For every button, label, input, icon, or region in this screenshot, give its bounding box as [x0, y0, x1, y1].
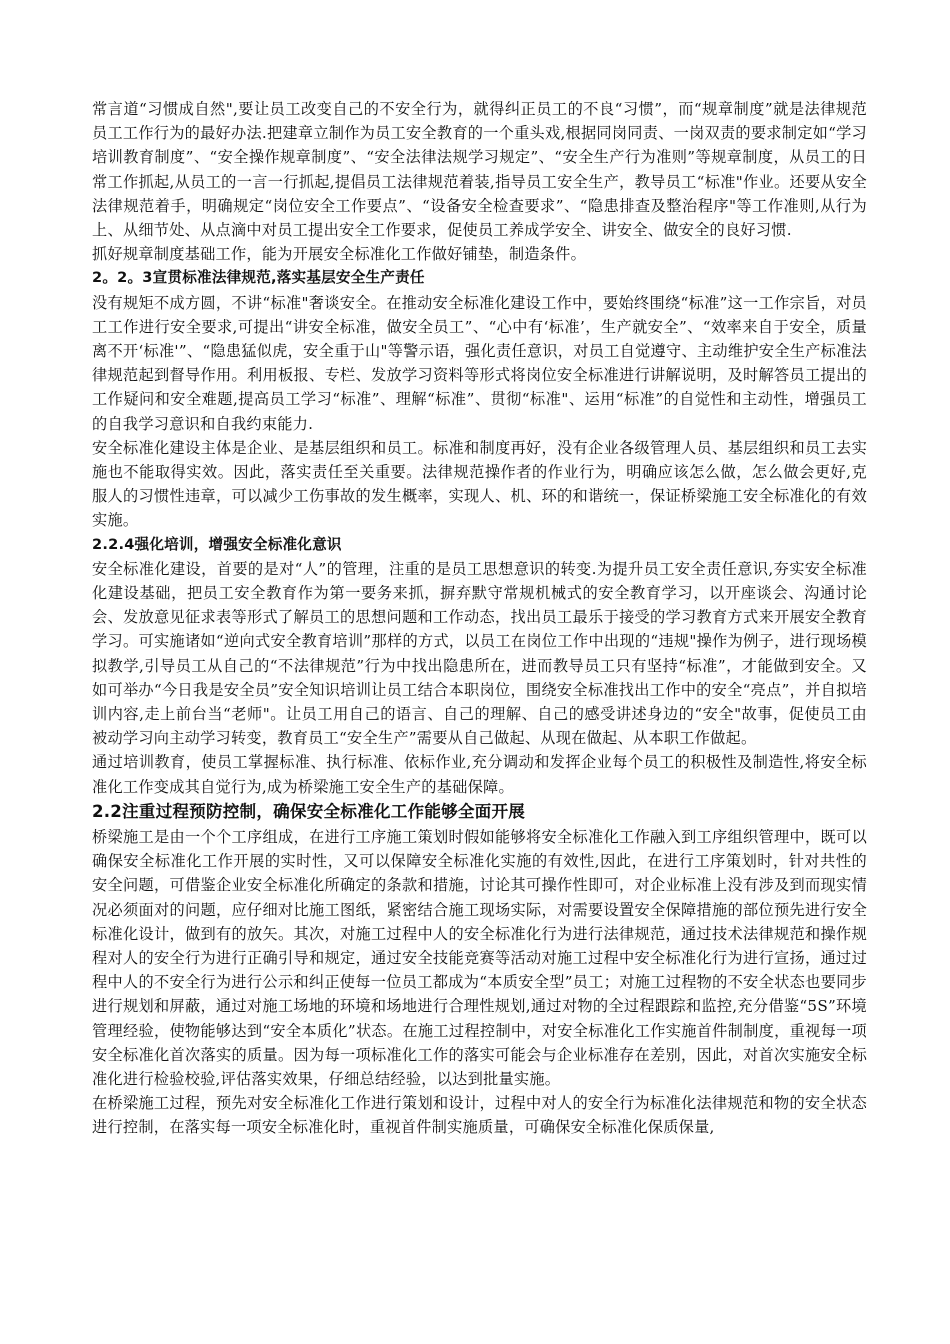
paragraph-rules-foundation: 抓好规章制度基础工作，能为开展安全标准化工作做好铺垫，制造条件。	[92, 245, 586, 264]
paragraph-training-result: 通过培训教育，使员工掌握标准、执行标准、依标作业,充分调动和发挥企业每个员工的积极性及制造性,将安全标准化工作变成其自觉行为,成为桥梁施工安全生产的基础保障。	[92, 753, 867, 796]
section-heading-2-2-3: 2。2。3宣贯标准法律规范,落实基层安全生产责任	[92, 269, 425, 287]
document-page	[92, 97, 867, 1140]
paragraph-process-summary: 在桥梁施工过程，预先对安全标准化工作进行策划和设计，过程中对人的安全行为标准化法律规范和物的安全状态进行控制，在落实每一项安全标准化时，重视首件制实施质量，可确保安全标准化保质保量,	[92, 1094, 867, 1137]
paragraph-training: 安全标准化建设，首要的是对“人”的管理，注重的是员工思想意识的转变.为提升员工安全责任意识,夯实安全标准化建设基础，把员工安全教育作为第一要务来抓，摒弃默守常规机械式的安全教育学习，以开座谈会、沟通讨论会、发放意见征求表等形式了解员工的思想问题和工作动态，找出员工最乐于接受的学习教育方式来开展安全教育学习。可实施诸如“逆向式安全教育培训”那样的方式，以员工在岗位工作中出现的“违规"操作为例子，进行现场模拟教学,引导员工从自己的“不法律规范”行为中找出隐患所在，进而教导员工只有坚持“标准”，才能做到安全。又如可举办“今日我是安全员”安全知识培训让员工结合本职岗位，围绕安全标准找出工作中的安全“亮点”，并自拟培训内容,走上前台当“老师"。让员工用自己的语言、自己的理解、自己的感受讲述身边的“安全"故事，促使员工由被动学习向主动学习转变，教育员工“安全生产”需要从自己做起、从现在做起、从本职工作做起。	[92, 559, 867, 748]
paragraph-rules-habits: 常言道“习惯成自然",要让员工改变自己的不安全行为，就得纠正员工的不良“习惯”，而“规章制度”就是法律规范员工工作行为的最好办法.把建章立制作为员工安全教育的一个重头戏,根据同岗同责、一岗双责的要求制定如“学习培训教育制度”、“安全操作规章制度”、“安全法律法规学习规定”、“安全生产行为准则”等规章制度，从员工的日常工作抓起,从员工的一言一行抓起,提倡员工法律规范着装,指导员工安全生产，教导员工“标准"作业。还要从安全法律规范着手，明确规定“岗位安全工作要点”、“设备安全检查要求”、“隐患排查及整治程序"等工作准则,从行为上、从细节处、从点滴中对员工提出安全工作要求，促使员工养成学安全、讲安全、做安全的良好习惯.	[92, 100, 867, 240]
paragraph-standards-publicity: 没有规矩不成方圆，不讲“标准"奢谈安全。在推动安全标准化建设工作中，要始终围绕“标准”这一工作宗旨，对员工工作进行安全要求,可提出“讲安全标准，做安全员工”、“心中有‘标准’，生产就安全”、“效率来自于安全，质量离不开‘标准'”、“隐患猛似虎，安全重于山"等警示语，强化责任意识，对员工自觉遵守、主动维护安全生产标准法律规范起到督导作用。利用板报、专栏、发放学习资料等形式将岗位安全标准进行讲解说明，及时解答员工提出的工作疑问和安全难题,提高员工学习“标准”、理解“标准”、贯彻“标准"、运用“标准”的自觉性和主动性，增强员工的自我学习意识和自我约束能力.	[92, 293, 867, 433]
section-heading-2-2-4: 2.2.4强化培训，增强安全标准化意识	[92, 535, 342, 553]
paragraph-responsibility: 安全标准化建设主体是企业、是基层组织和员工。标准和制度再好，没有企业各级管理人员、基层组织和员工去实施也不能取得实效。因此，落实责任至关重要。法律规范操作者的作业行为，明确应该怎么做，怎么做会更好,克服人的习惯性违章，可以减少工伤事故的发生概率，实现人、机、环的和谐统一，保证桥梁施工安全标准化的有效实施。	[92, 438, 867, 530]
paragraph-process-control: 桥梁施工是由一个个工序组成，在进行工序施工策划时假如能够将安全标准化工作融入到工序组织管理中，既可以确保安全标准化工作开展的实时性，又可以保障安全标准化实施的有效性,因此，在进行工序策划时，针对共性的安全问题，可借鉴企业安全标准化所确定的条款和措施，讨论其可操作性即可，对企业标准上没有涉及到而现实情况必须面对的问题，应仔细对比施工图纸，紧密结合施工现场实际，对需要设置安全保障措施的部位预先进行安全标准化设计，做到有的放矢。其次，对施工过程中人的安全标准化行为进行法律规范，通过技术法律规范和操作规程对人的安全行为进行正确引导和规定，通过安全技能竞赛等活动对施工过程中安全标准化行为进行宣扬，通过过程中人的不安全行为进行公示和纠正使每一位员工都成为“本质安全型”员工；对施工过程物的不安全状态也要同步进行规划和屏蔽，通过对施工场地的环境和场地进行合理性规划,通过对物的全过程跟踪和监控,充分借鉴“5S”环境管理经验，使物能够达到“安全本质化”状态。在施工过程控制中，对安全标准化工作实施首件制制度，重视每一项安全标准化首次落实的质量。因为每一项标准化工作的落实可能会与企业标准存在差别，因此，对首次实施安全标准化进行检验校验,评估落实效果，仔细总结经验，以达到批量实施。	[92, 827, 867, 1088]
section-heading-2-2-process: 2.2注重过程预防控制，确保安全标准化工作能够全面开展	[92, 801, 526, 821]
